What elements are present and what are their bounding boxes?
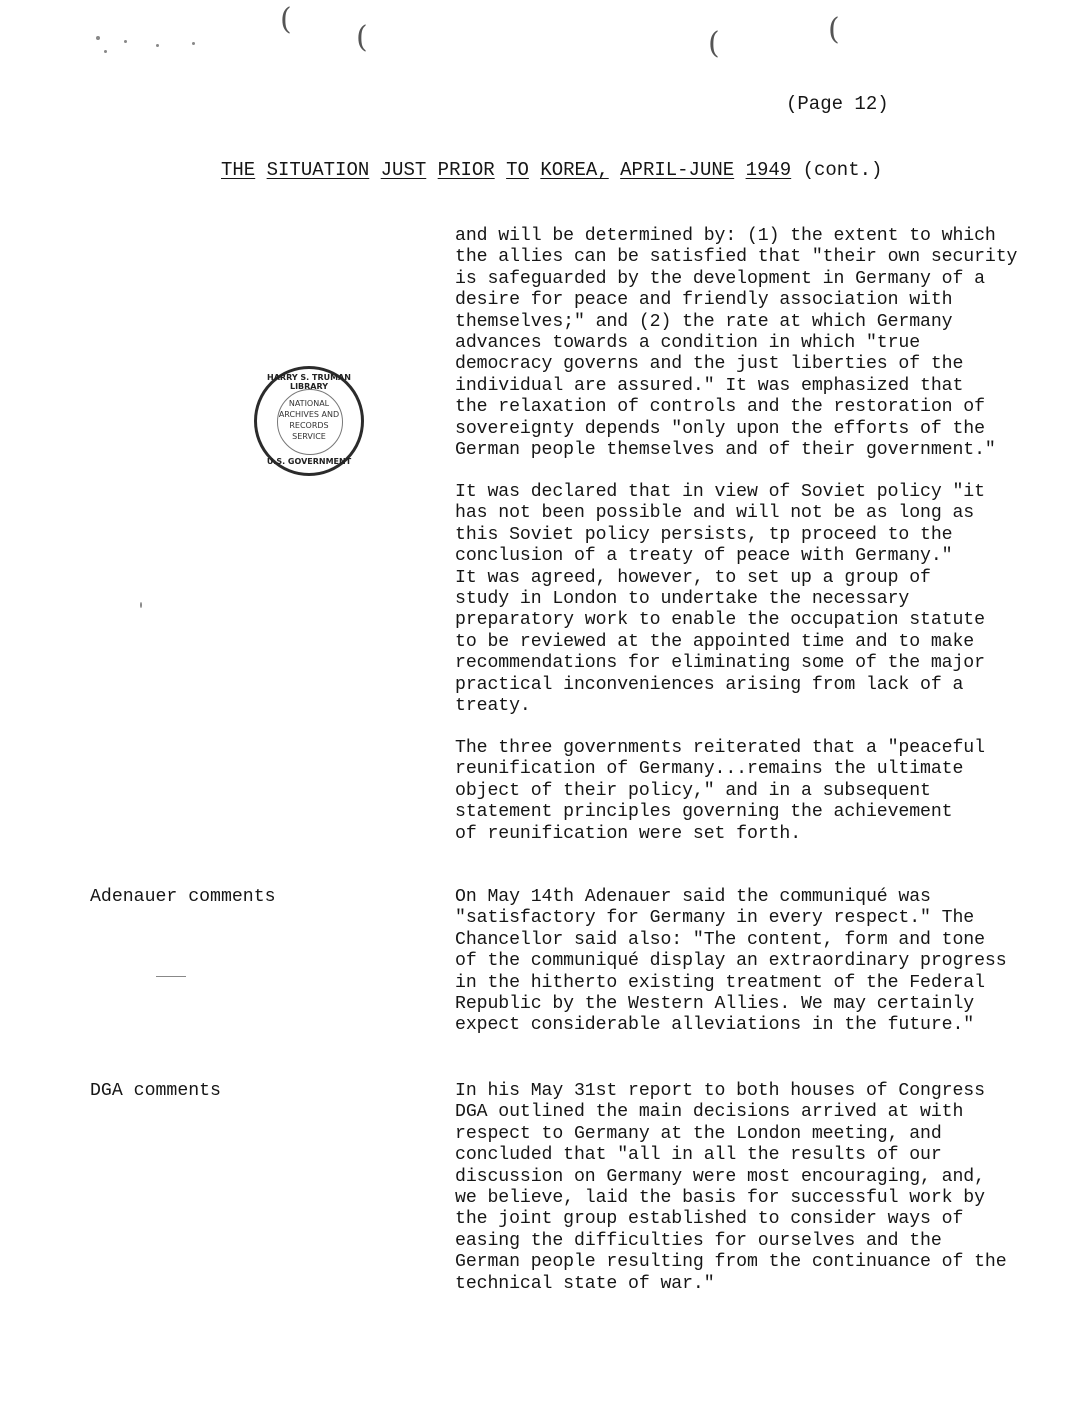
archive-stamp — [254, 366, 364, 476]
text-line: technical state of war." — [455, 1273, 715, 1294]
paragraph — [455, 482, 1055, 717]
stamp-line: RECORDS — [289, 421, 329, 430]
scan-speck — [140, 602, 142, 608]
text-line: of the communiqué display an extraordinary progress — [455, 951, 1007, 972]
stamp-outer-bottom: U.S. GOVERNMENT — [266, 457, 352, 466]
text-line: desire for peace and friendly association with — [455, 290, 953, 311]
page-number: (Page 12) — [786, 93, 889, 115]
text-line: DGA outlined the main decisions arrived at with — [455, 1102, 964, 1123]
text-line: statement principles governing the achievement — [455, 802, 953, 823]
scan-speck — [156, 976, 186, 977]
text-line: study in London to undertake the necessary — [455, 589, 910, 610]
title-word: JUST — [380, 159, 427, 181]
text-line: concluded that "all in all the results of our — [455, 1145, 942, 1166]
scan-speck — [96, 36, 100, 40]
text-line: treaty. — [455, 696, 531, 717]
title-word: KOREA, — [540, 159, 609, 181]
text-line: reunification of Germany...remains the ultimate — [455, 759, 964, 780]
text-line: sovereignty depends "only upon the efforts of the — [455, 418, 985, 439]
paragraph — [455, 1081, 1055, 1295]
text-line: object of their policy," and in a subsequent — [455, 780, 931, 801]
title-suffix: (cont.) — [802, 159, 883, 181]
stamp-line: NATIONAL — [288, 399, 330, 408]
stamp-line: SERVICE — [292, 432, 326, 441]
text-line: In his May 31st report to both houses of Congress — [455, 1081, 985, 1101]
scan-mark: ( — [280, 2, 292, 37]
text-line: of reunification were set forth. — [455, 823, 802, 844]
text-line: individual are assured." It was emphasized that — [455, 375, 964, 396]
text-line: conclusion of a treaty of peace with Germany." — [455, 546, 953, 567]
text-line: practical inconveniences arising from lack of a — [455, 674, 964, 695]
text-line: has not been possible and will not be as long as — [455, 503, 975, 524]
title-word: TO — [506, 159, 529, 181]
text-line: we believe, laid the basis for successful work by — [455, 1188, 985, 1209]
text-line: discussion on Germany were most encouraging, and, — [455, 1166, 985, 1187]
scan-speck — [192, 42, 195, 45]
stamp-outer-top: HARRY S. TRUMAN LIBRARY — [267, 373, 351, 391]
text-line: the relaxation of controls and the restoration of — [455, 397, 985, 418]
text-line: It was declared that in view of Soviet policy "it — [455, 482, 985, 502]
scan-mark: ( — [828, 12, 840, 47]
text-line: preparatory work to enable the occupation statute — [455, 610, 985, 631]
text-line: in the hitherto existing treatment of the Federal — [455, 972, 985, 993]
text-line: easing the difficulties for ourselves and the — [455, 1230, 942, 1251]
text-line: the allies can be satisfied that "their own security — [455, 247, 1018, 268]
title-word: PRIOR — [437, 159, 495, 181]
text-line: Republic by the Western Allies. We may certainly — [455, 994, 975, 1015]
text-line: democracy governs and the just liberties of the — [455, 354, 964, 375]
text-line: advances towards a condition in which "true — [455, 333, 921, 354]
margin-note-adenauer: Adenauer comments — [90, 887, 276, 907]
text-line: respect to Germany at the London meeting, and — [455, 1123, 942, 1144]
text-line: themselves;" and (2) the rate at which Germany — [455, 311, 953, 332]
scan-speck — [124, 40, 127, 43]
title-word: APRIL-JUNE — [620, 159, 735, 181]
text-line: "satisfactory for Germany in every respect." The — [455, 908, 975, 929]
text-line: It was agreed, however, to set up a group of — [455, 567, 931, 588]
text-line: is safeguarded by the development in Germany of a — [455, 268, 985, 289]
text-line: The three governments reiterated that a "peaceful — [455, 738, 985, 758]
title-word: THE — [221, 159, 256, 181]
text-line: Chancellor said also: "The content, form and tone — [455, 929, 985, 950]
stamp-line: ARCHIVES AND — [278, 410, 340, 419]
scan-speck — [156, 44, 159, 47]
text-line: expect considerable alleviations in the future." — [455, 1015, 975, 1036]
section-title — [221, 159, 882, 181]
margin-note-dga: DGA comments — [90, 1081, 221, 1101]
text-line: and will be determined by: (1) the extent to which — [455, 226, 996, 246]
title-word: SITUATION — [266, 159, 370, 181]
scan-speck — [104, 50, 107, 53]
title-word: 1949 — [745, 159, 792, 181]
text-line: German people resulting from the continuance of the — [455, 1252, 1007, 1273]
text-line: German people themselves and of their government." — [455, 440, 996, 461]
text-line: this Soviet policy persists, tp proceed to the — [455, 524, 953, 545]
paragraph — [455, 226, 1055, 461]
scan-mark: ( — [708, 26, 720, 61]
text-line: On May 14th Adenauer said the communiqué was — [455, 887, 931, 907]
text-line: the joint group established to consider ways of — [455, 1209, 964, 1230]
text-line: to be reviewed at the appointed time and to make — [455, 631, 975, 652]
text-line: recommendations for eliminating some of the major — [455, 653, 985, 674]
scan-mark: ( — [356, 20, 368, 55]
paragraph — [455, 738, 1055, 845]
paragraph — [455, 887, 1055, 1037]
